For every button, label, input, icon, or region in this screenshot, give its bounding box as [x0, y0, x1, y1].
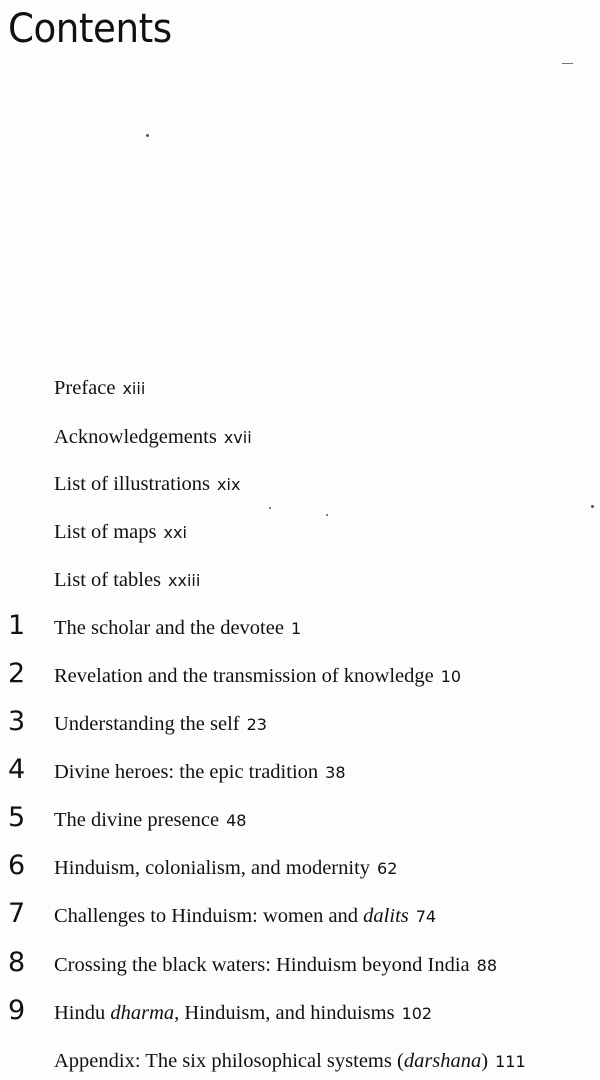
- entry-title-text: ): [481, 1050, 489, 1072]
- chapter-number: 6: [8, 850, 26, 881]
- entry-page-number: xxiii: [168, 571, 201, 590]
- entry-page-number: 74: [415, 907, 437, 926]
- toc-entry-list-of-illustrations[interactable]: [0, 467, 600, 501]
- toc-entry-chapter-9[interactable]: [0, 996, 600, 1030]
- entry-title-italic: dalits: [363, 905, 409, 927]
- toc-entry-list-of-maps[interactable]: [0, 515, 600, 549]
- entry-title-text: Appendix: The six philosophical systems (: [54, 1050, 404, 1072]
- chapter-number: 7: [8, 898, 26, 929]
- entry-title: List of tables: [54, 569, 162, 591]
- entry-title: [54, 1050, 488, 1072]
- entry-page-number: 102: [401, 1004, 433, 1023]
- entry-page-number: 23: [246, 715, 267, 734]
- toc-entry-chapter-4[interactable]: [0, 755, 600, 789]
- entry-title: Understanding the self: [54, 713, 240, 735]
- entry-title-text: Challenges to Hinduism: women and: [54, 905, 364, 927]
- page-mark: [562, 63, 573, 64]
- toc-entry-chapter-3[interactable]: [0, 707, 600, 741]
- entry-page-number: xix: [217, 475, 241, 494]
- entry-page-number: xxi: [163, 523, 187, 542]
- toc-entry-preface[interactable]: [0, 371, 600, 405]
- chapter-number: 2: [8, 658, 26, 689]
- toc-entry-chapter-2[interactable]: [0, 659, 600, 693]
- entry-page-number: 1: [290, 619, 302, 638]
- entry-title: List of maps: [54, 521, 157, 543]
- scan-speck: [591, 505, 594, 508]
- entry-title-text: , Hinduism, and hinduisms: [174, 1002, 395, 1024]
- entry-title: Divine heroes: the epic tradition: [54, 761, 319, 783]
- entry-page-number: 38: [325, 763, 346, 782]
- toc-entry-chapter-8[interactable]: [0, 948, 600, 982]
- chapter-number: 5: [8, 802, 26, 833]
- toc-entry-chapter-5[interactable]: [0, 803, 600, 837]
- entry-title: The divine presence: [54, 809, 220, 831]
- entry-title: Hinduism, colonialism, and modernity: [54, 857, 371, 879]
- entry-page-number: 62: [377, 859, 398, 878]
- entry-page-number: 10: [440, 667, 462, 686]
- entry-title-italic: dharma: [110, 1002, 175, 1024]
- chapter-number: 8: [8, 947, 26, 978]
- toc-entry-appendix[interactable]: [0, 1044, 600, 1078]
- entry-page-number: 88: [476, 956, 497, 975]
- entry-title: Preface: [54, 377, 116, 399]
- entry-title: [54, 905, 409, 927]
- scan-speck: [269, 507, 271, 509]
- toc-entry-chapter-7[interactable]: [0, 899, 600, 933]
- page-title: Contents: [8, 6, 172, 52]
- entry-title: The scholar and the devotee: [54, 617, 284, 639]
- entry-title-italic: darshana: [403, 1050, 482, 1072]
- toc-entry-acknowledgements[interactable]: [0, 420, 600, 454]
- entry-title: List of illustrations: [54, 473, 211, 495]
- entry-title: Crossing the black waters: Hinduism beyond India: [54, 954, 470, 976]
- toc-entry-chapter-6[interactable]: [0, 851, 600, 885]
- entry-title: [54, 1002, 395, 1024]
- chapter-number: 9: [8, 995, 26, 1026]
- chapter-number: 3: [8, 706, 26, 737]
- toc-entry-chapter-1[interactable]: [0, 611, 600, 645]
- entry-page-number: xvii: [223, 428, 252, 447]
- chapter-number: 1: [8, 610, 26, 641]
- entry-page-number: xiii: [122, 379, 146, 398]
- entry-page-number: 48: [226, 811, 247, 830]
- entry-title: Revelation and the transmission of knowledge: [54, 665, 434, 687]
- entry-title: Acknowledgements: [54, 426, 217, 448]
- chapter-number: 4: [8, 754, 26, 785]
- entry-page-number: 111: [495, 1052, 526, 1071]
- toc-entry-list-of-tables[interactable]: [0, 563, 600, 597]
- entry-title-text: Hindu: [54, 1002, 111, 1024]
- scan-speck: [146, 134, 149, 137]
